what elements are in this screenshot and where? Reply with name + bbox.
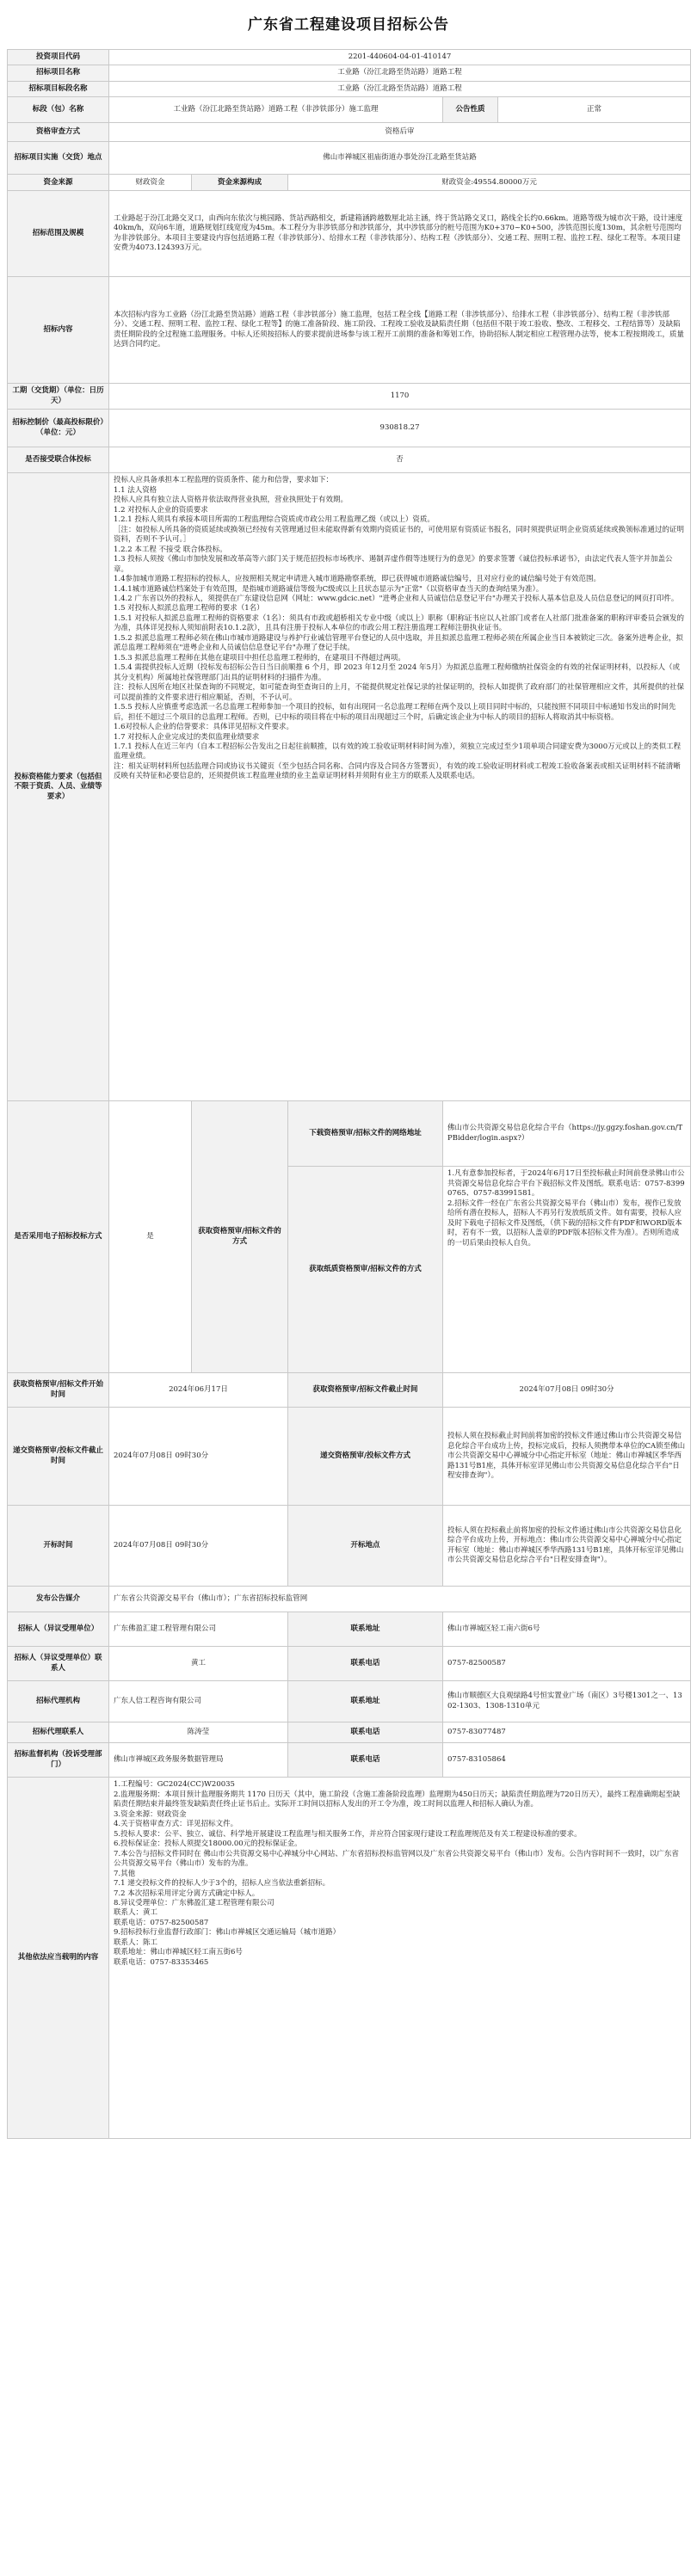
agent: 广东人信工程咨询有限公司 xyxy=(109,1681,288,1722)
paper-method: 1.凡有意参加投标者，于2024年6月17日至投标截止时间前登录佛山市公共资源交易信息化综合平台下载招标文件及图纸。联系电话：0757-83990765、0757-83991581。 2.招标文件一经在广东省公共资源交易平台（佛山市）发布，视作已发放给所有潜在投标人，招标人不再另行发放纸质文件。如有需要，投标人应及时下载电子招标文件及图纸，（供下载的招标文件有PDF和WORD版本时，若有不一致，以招标人盖章的PDF版本招标文件为准）。否则所造成的一切后果由投标人自负。 xyxy=(443,1167,691,1373)
duration: 1170 xyxy=(109,384,691,410)
agent-tel: 0757-83077487 xyxy=(443,1722,691,1743)
label-download-url: 下载资格预审/招标文件的网络地址 xyxy=(288,1101,443,1167)
other-content: 1.工程编号：GC2024(CC)W20035 2.监理服务期：本项目预计监理服务期共 1170 日历天（其中，施工阶段（含施工准备阶段监理）监理期为450日历天；缺陷责任期监理为720日历天），最终工程准确期起至缺陷责任期结束并最终签发缺陷责任终止证书后止。实际开工时间以招标人发出的开工令为准，竣工时间以监理人和招标人确认为准。 3.资金来源：财政资金 4.关于资格审查方式：详见招标文件。 5.投标人要求：公平、独立、诚信、科学地开展建设工程监理与相关服务工作，并应符合国家现行建设工程监理规范及有关工程建设标准的要求。 6.投标保证金：投标人须提交18000.00元的投标保证金。 7.本公告与招标文件同时在 佛山市公共资源交易中心禅城分中心网站、广东省招标投标监管网以及广东省公共资源交易平台（佛山市）发布。公告内容时间不一致时，以广东省公共资源交易平台（佛山市）发布的为准。 7.其他 7.1 递交投标文件的投标人少于3个的，招标人应当依法重新招标。 7.2 本次招标采用评定分离方式确定中标人。 8.异议受理单位：广东佛盈汇建工程管理有限公司 联系人：黄工 联系电话：0757-82500587 9.招标投标行业监督行政部门：佛山市禅城区交通运输局（城市道路） 联系人：陈工 联系地址：佛山市禅城区轻工南五街6号 联系电话：0757-83353465 xyxy=(109,1778,691,2139)
notice-nature: 正常 xyxy=(498,97,691,123)
label-location: 招标项目实施（交货）地点 xyxy=(8,142,109,175)
section-value: 工业路（汾江北路至货站路）道路工程（非涉铁部分）施工监理 xyxy=(109,97,443,123)
label-open-address: 开标地点 xyxy=(288,1506,443,1587)
label-supervisor-tel: 联系电话 xyxy=(288,1743,443,1778)
funding-composition: 财政资金:49554.80000万元 xyxy=(288,175,691,191)
qualification-mode: 资格后审 xyxy=(109,123,691,142)
funding-type: 财政资金 xyxy=(109,175,192,191)
label-other: 其他依法应当载明的内容 xyxy=(8,1778,109,2139)
media: 广东省公共资源交易平台（佛山市）；广东省招标投标监管网 xyxy=(109,1587,691,1612)
label-media: 发布公告媒介 xyxy=(8,1587,109,1612)
label-agent: 招标代理机构 xyxy=(8,1681,109,1722)
label-section: 标段（包）名称 xyxy=(8,97,109,123)
submit-way: 投标人须在投标截止时间前将加密的投标文件通过佛山市公共资源交易信息化综合平台成功上传，投标完成后，投标人须携带本单位的CA锁至佛山市公共资源交易中心禅城分中心指定开标室（地址：佛山市禅城区季华西路131号B1座，具体开标室详见佛山市公共资源交易信息化综合平台"日程安排查询"）。 xyxy=(443,1408,691,1506)
tenderer-address: 佛山市禅城区轻工南六街6号 xyxy=(443,1612,691,1647)
supervisor: 佛山市禅城区政务服务数据管理局 xyxy=(109,1743,288,1778)
open-address: 投标人须在投标截止前将加密的投标文件通过佛山市公共资源交易信息化综合平台成功上传，开标地点：佛山市公共资源交易中心禅城分中心指定开标室（地址：佛山市禅城区季华西路131号B1座，具体开标室详见佛山市公共资源交易信息化综合平台"日程安排查询"）。 xyxy=(443,1506,691,1587)
label-content: 招标内容 xyxy=(8,277,109,384)
tenderer: 广东佛盈汇建工程管理有限公司 xyxy=(109,1612,288,1647)
label-agent-address: 联系地址 xyxy=(288,1681,443,1722)
tenderer-tel: 0757-82500587 xyxy=(443,1647,691,1681)
label-duration: 工期（交货期）（单位：日历天） xyxy=(8,384,109,410)
location: 佛山市禅城区祖庙街道办事处汾江北路至货站路 xyxy=(109,142,691,175)
label-scope: 招标范围及规模 xyxy=(8,191,109,277)
get-end: 2024年07月08日 09时30分 xyxy=(443,1373,691,1408)
label-project-code: 投资项目代码 xyxy=(8,49,109,65)
label-qualification-mode: 资格审查方式 xyxy=(8,123,109,142)
label-submit-way: 递交资格预审/投标文件方式 xyxy=(288,1408,443,1506)
label-get-end: 获取资格预审/招标文件截止时间 xyxy=(288,1373,443,1408)
online: 是 xyxy=(109,1101,192,1373)
agent-address: 佛山市顺德区大良观绿路4号恒实置业广场（南区）3号楼1301之一、1302-1303、1308-1310单元 xyxy=(443,1681,691,1722)
label-tenderer-address: 联系地址 xyxy=(288,1612,443,1647)
tenderer-contact: 黄工 xyxy=(109,1647,288,1681)
label-consortium: 是否接受联合体投标 xyxy=(8,447,109,473)
project-code: 2201-440604-04-01-410147 xyxy=(109,49,691,65)
section-name: 工业路（汾江北路至货站路）道路工程 xyxy=(109,81,691,96)
label-get-start: 获取资格预审/招标文件开始时间 xyxy=(8,1373,109,1408)
label-funding-composition: 资金来源构成 xyxy=(192,175,288,191)
submit-deadline: 2024年07月08日 09时30分 xyxy=(109,1408,288,1506)
label-agent-tel: 联系电话 xyxy=(288,1722,443,1743)
project-name: 工业路（汾江北路至货站路）道路工程 xyxy=(109,65,691,81)
scope: 工业路起于汾江北路交叉口，由西向东依次与桃园路、货站西路相交，新建箱涵跨越数厘北站主涵，终于货站路交叉口，路线全长约0.66km。道路等级为城市次干路，设计速度 40km/h，双向6车道，道路规划红线宽度为45m。本工程分为非涉铁部分和涉铁部分，其中涉铁部分的桩号范围为K0+370~K0+500，涉铁范围长度130m，其余桩号范围均为非涉铁部分。本项目主要建设内容包括道路工程（非涉铁部分）、给排水工程（非涉铁部分）、结构工程（涉铁部分）、交通工程、照明工程、监控工程、绿化工程等。本项目建安费为4073.124393万元。 xyxy=(109,191,691,277)
page-title: 广东省工程建设项目招标公告 xyxy=(248,16,449,34)
requirements: 投标人应具备承担本工程监理的资质条件、能力和信誉，要求如下： 1.1 法人资格 投标人应具有独立法人资格并依法取得营业执照，营业执照处于有效期。 1.2 对投标人企业的资质要求 1.2.1 投标人须具有承接本项目所需的工程监理综合资质或市政公用工程监理乙级（或以上）资质。 ［注：如投标人所具备的资质延续或换领已经按有关管理通过但未能取得新有效期内资质证书的，可使用原有资质证书报名，同时须提供证明企业资质延续或换领标准通过的证明资料，否则不予认可。］ 1.2.2 本工程 不接受 联合体投标。 1.3 投标人须按《佛山市加快发展和改革高等六部门关于规范招投标市场秩序、遏制弄虚作假等违规行为的意见》的要求签署《诚信投标承诺书》，由法定代表人签字并加盖公章。 1.4参加城市道路工程招标的投标人，应按照相关规定申请进入城市道路勘察系统，即已获得城市道路诚信编号，且对应行业的诚信编号处于有效范围。 1.4.1城市道路诚信档案处于有效范围，是指城市道路诚信等级为C级或以上且状态显示为"正常"（以资格审查当天的查询结果为准）。 1.4.2 广东省以外的投标人，须提供在广东建设信息网（网址：www.gdcic.net）"进粤企业和人员诚信信息登记平台"办理关于投标人基本信息及人员信息登记的网页打印件。 1.5 对投标人拟派总监理工程师的要求（1名） 1.5.1 对投标人拟派总监理工程师的资格要求（1名）：须具有市政或超桥相关专业中级（或以上）职称（职称证书应以人社部门或者在人社部门批准备案的职称评审委员会颁发的为准，具体详见投标人须知前附表10.1.2款），且具有注册于投标人本单位的市政公用工程注册监理工程师注册执业证书。 1.5.2 拟派总监理工程师必须在佛山市城市道路建设与养护行业诚信管理平台登记的人员中选取，并且拟派总监理工程师必须在所属企业当日本被锁定三次。备案外进粤企业，拟派总监理工程师须在"进粤企业和人员诚信信息登记平台"办理了登记手续。 1.5.3 拟派总监理工程师在其他在建项目中担任总监理工程师的，在建项目不得超过两项。 1.5.4 需提供投标人近期（投标发布招标公告日当日前顺推 6 个月，即 2023 年12月至 2024 年5月）为拟派总监理工程师缴纳社保资金的有效的社保证明材料，以投标人（或其分支机构）所属地社保管理部门出具的证明材料的扫描件为准。 注：投标人因所在地区社保查询的不同规定，如可能查询至查询日的上月，不能提供规定社保记录的社保证明的，投标人如提供了政府部门的社保管理相应文件，其所提供的社保可以提前推的文件要求进行相应顺延，否则，不予认可。 1.5.5 投标人应慎重考虑选派一名总监理工程师参加一个项目的投标，如有出现同一名总监理工程师在两个及以上项目同时中标的，只能按照不同项目中标通知书发出的时间先后，担任不超过三个项目的总监理工程师。否则，已中标的项目将在中标的项目出现超过三个时，后确定该企业为中标人的项目的招标人将取消其中标资格。 1.6对投标人企业的信誉要求：具体详见招标文件要求。 1.7 对投标人企业完成过的类似监理业绩要求 1.7.1 投标人在近三年内（自本工程招标公告发出之日起往前顺推，以有效的竣工验收证明材料时间为准），须独立完成过至少1项单项合同建安费为3000万元或以上的类似工程监理业绩。 注：相关证明材料所包括监理合同或协议书关键页（至少包括合同名称、合同内容及合同各方签署页），有效的竣工验收证明材料或工程竣工验收备案表或相关证明材料不能清晰反映有关特征和必要信息的，还须提供该工程监理业绩的业主盖章证明材料并须附有业主方的联系人及联系电话。 xyxy=(109,473,691,1101)
open-time: 2024年07月08日 09时30分 xyxy=(109,1506,288,1587)
agent-contact: 陈涛莹 xyxy=(109,1722,288,1743)
content: 本次招标内容为工业路（汾江北路至货站路）道路工程（非涉铁部分）施工监理，包括工程全线【道路工程（非涉铁部分）、给排水工程（非涉铁部分）、结构工程（非涉铁部分）、交通工程、照明工程、监控工程、绿化工程等】的施工准备阶段、施工阶段、工程竣工验收及缺陷责任期（包括但不限于竣工验收、整改、工程移交、工程结算等）及缺陷责任期阶段的全过程施工监理服务。中标人还须按招标人的要求提前进场参与该工程开工前期的准备和筹划工作，协助招标人制定相应工程管理办法等，使本工程按期竣工，质量达到合同约定。 xyxy=(109,277,691,384)
label-control-price: 招标控制价（最高投标限价）（单位：元） xyxy=(8,410,109,447)
label-tenderer: 招标人（异议受理单位） xyxy=(8,1612,109,1647)
label-get-method: 获取资格预审/招标文件的方式 xyxy=(192,1101,288,1373)
announcement-table xyxy=(7,49,691,2139)
control-price: 930818.27 xyxy=(109,410,691,447)
label-supervisor: 招标监督机构（投诉受理部门） xyxy=(8,1743,109,1778)
label-section-name: 招标项目标段名称 xyxy=(8,81,109,96)
supervisor-tel: 0757-83105864 xyxy=(443,1743,691,1778)
download-url[interactable]: 佛山市公共资源交易信息化综合平台（https://jy.ggzy.foshan.gov.cn/TPBidder/login.aspx?） xyxy=(443,1101,691,1167)
consortium: 否 xyxy=(109,447,691,473)
label-notice-nature: 公告性质 xyxy=(443,97,498,123)
label-tenderer-tel: 联系电话 xyxy=(288,1647,443,1681)
label-agent-contact: 招标代理联系人 xyxy=(8,1722,109,1743)
label-open-time: 开标时间 xyxy=(8,1506,109,1587)
label-paper-method: 获取纸质资格预审/招标文件的方式 xyxy=(288,1167,443,1373)
label-requirements: 投标资格能力要求（包括但不限于资质、人员、业绩等要求） xyxy=(8,473,109,1101)
get-start: 2024年06月17日 xyxy=(109,1373,288,1408)
label-project-name: 招标项目名称 xyxy=(8,65,109,81)
label-tenderer-contact: 招标人（异议受理单位）联系人 xyxy=(8,1647,109,1681)
label-funding: 资金来源 xyxy=(8,175,109,191)
label-submit-deadline: 递交资格预审/投标文件截止时间 xyxy=(8,1408,109,1506)
label-online: 是否采用电子招标投标方式 xyxy=(8,1101,109,1373)
